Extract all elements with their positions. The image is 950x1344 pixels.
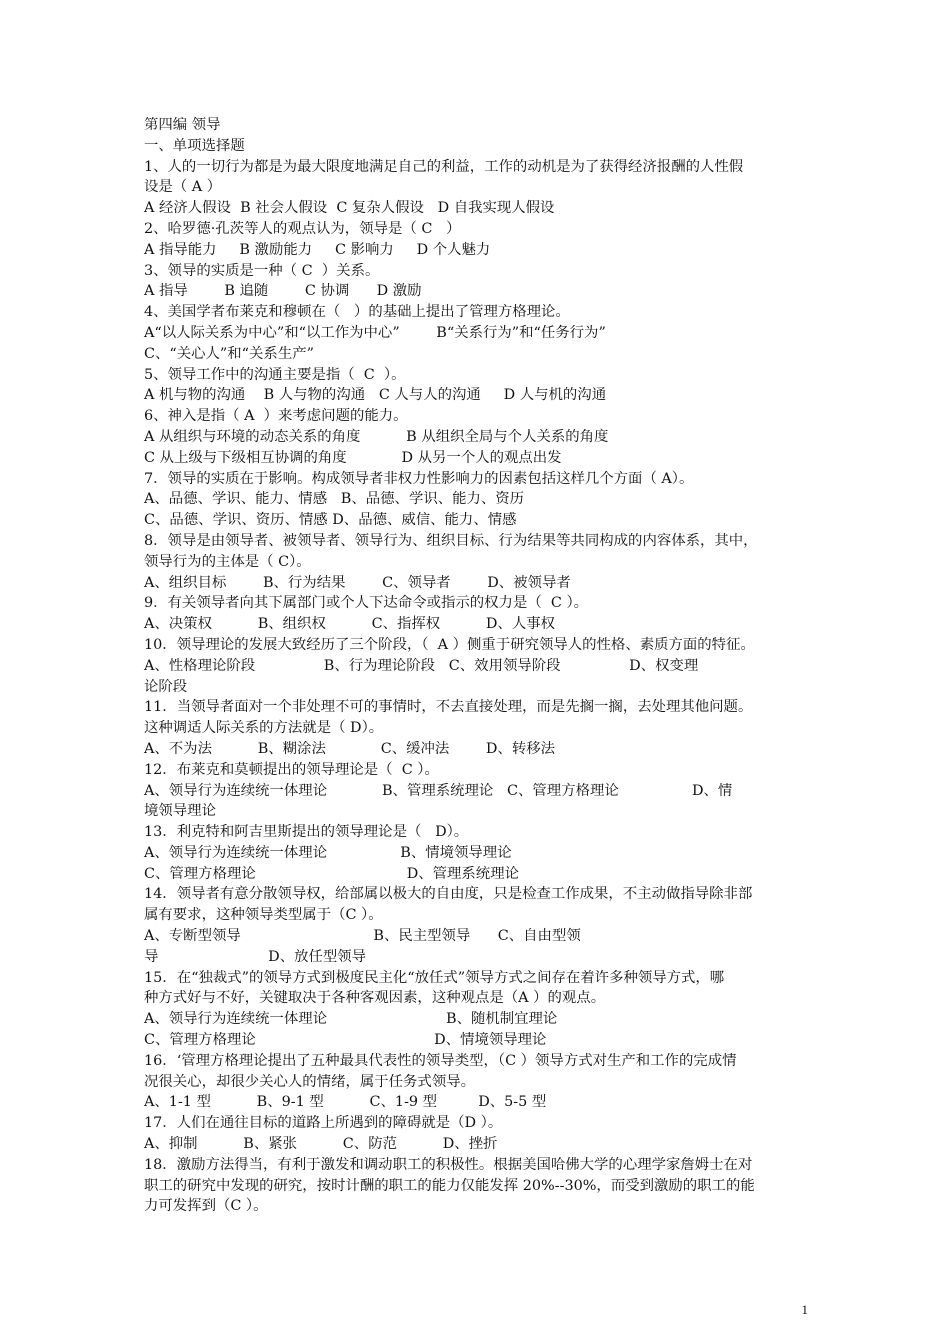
text-line: 17．人们在通往目标的道路上所遇到的障碍就是（D ）。	[144, 1115, 503, 1132]
text-line: 8．领导是由领导者、被领导者、领导行为、组织目标、行为结果等共同构成的内容体系，其中，	[144, 532, 758, 549]
text-line: 论阶段	[144, 678, 188, 695]
text-line: 种方式好与不好，关键取决于各种客观因素，这种观点是（A ）的观点。	[144, 990, 606, 1007]
document-body	[144, 115, 808, 1217]
text-line: A 经济人假设 B 社会人假设 C 复杂人假设 D 自我实现人假设	[144, 200, 555, 217]
text-line: 领导行为的主体是（ C）。	[144, 553, 311, 570]
text-line: A、专断型领导 B、民主型领导 C、自由型领	[144, 928, 581, 945]
text-line: 设是（ A ）	[144, 179, 222, 196]
text-line: C、品德、学识、资历、情感 D、品德、威信、能力、情感	[144, 512, 517, 529]
text-line: 5、领导工作中的沟通主要是指（ C ）。	[144, 366, 406, 383]
text-line: A、抑制 B、紧张 C、防范 D、挫折	[144, 1136, 498, 1153]
text-line: 属有要求，这种领导类型属于（C ）。	[144, 907, 383, 924]
text-line: A、领导行为连续统一体理论 B、情境领导理论	[144, 844, 512, 861]
text-line: 4、美国学者布莱克和穆顿在（ ）的基础上提出了管理方格理论。	[144, 304, 570, 321]
text-line: 10．领导理论的发展大致经历了三个阶段，（ A ）侧重于研究领导人的性格、素质方面的特征。	[144, 636, 755, 653]
page-number: 1	[801, 1302, 808, 1317]
text-line: 1、人的一切行为都是为最大限度地满足自己的利益，工作的动机是为了获得经济报酬的人性假	[144, 158, 744, 175]
text-line: 2、哈罗德·孔茨等人的观点认为，领导是（ C ）	[144, 220, 461, 237]
text-line: A、领导行为连续统一体理论 B、随机制宜理论	[144, 1011, 558, 1028]
text-line: A 指导 B 追随 C 协调 D 激励	[144, 283, 422, 300]
text-line: C 从上级与下级相互协调的角度 D 从另一个人的观点出发	[144, 449, 562, 466]
text-line: 11．当领导者面对一个非处理不可的事情时，不去直接处理，而是先搁一搁，去处理其他问题。	[144, 699, 753, 716]
text-line: 况很关心，却很少关心人的情绪，属于任务式领导。	[144, 1073, 475, 1090]
text-line: A 机与物的沟通 B 人与物的沟通 C 人与人的沟通 D 人与机的沟通	[144, 387, 607, 404]
text-line: A、不为法 B、糊涂法 C、缓冲法 D、转移法	[144, 740, 555, 757]
text-line: 导 D、放任型领导	[144, 948, 367, 965]
text-line: 14．领导者有意分散领导权，给部属以极大的自由度，只是检查工作成果，不主动做指导除非部	[144, 886, 753, 903]
text-line: C、管理方格理论 D、管理系统理论	[144, 865, 519, 882]
text-line: A、品德、学识、能力、情感 B、品德、学识、能力、资历	[144, 491, 525, 508]
text-line: 6、神入是指（ A ）来考虑问题的能力。	[144, 408, 408, 425]
text-line: 7．领导的实质在于影响。构成领导者非权力性影响力的因素包括这样几个方面（ A）。	[144, 470, 694, 487]
text-line: 一、单项选择题	[144, 137, 245, 154]
text-line: C、“关心人”和“关系生产”	[144, 345, 314, 362]
text-line: 力可发挥到（C ）。	[144, 1198, 268, 1215]
text-line: C、管理方格理论 D、情境领导理论	[144, 1032, 547, 1049]
text-line: A、领导行为连续统一体理论 B、管理系统理论 C、管理方格理论 D、情	[144, 782, 733, 799]
text-line: A、组织目标 B、行为结果 C、领导者 D、被领导者	[144, 574, 571, 591]
text-line: 职工的研究中发现的研究，按时计酬的职工的能力仅能发挥 20%--30%，而受到激励的职工的能	[144, 1177, 755, 1194]
text-line: 境领导理论	[144, 803, 216, 820]
text-line: 15．在“独裁式”的领导方式到极度民主化“放任式”领导方式之间存在着许多种领导方式，哪	[144, 969, 725, 986]
text-line: 第四编 领导	[144, 117, 221, 133]
text-line: 9．有关领导者向其下属部门或个人下达命令或指示的权力是（ C ）。	[144, 595, 589, 612]
text-line: 3、领导的实质是一种（ C ）关系。	[144, 262, 380, 279]
text-line: A、性格理论阶段 B、行为理论阶段 C、效用领导阶段 D、权变理	[144, 657, 699, 674]
text-line: A 从组织与环境的动态关系的角度 B 从组织全局与个人关系的角度	[144, 428, 609, 445]
text-line: 12．布莱克和莫顿提出的领导理论是（ C ）。	[144, 761, 439, 778]
text-line: 16．‘管理方格理论提出了五种最具代表性的领导类型，（C ）领导方式对生产和工作的完成情	[144, 1052, 737, 1069]
text-line: 这种调适人际关系的方法就是（ D）。	[144, 720, 384, 737]
text-line: A“以人际关系为中心”和“以工作为中心” B“关系行为”和“任务行为”	[144, 324, 606, 341]
text-line: A、1-1 型 B、9-1 型 C、1-9 型 D、5-5 型	[144, 1094, 547, 1111]
text-line: A、决策权 B、组织权 C、指挥权 D、人事权	[144, 616, 555, 633]
text-line: 13．利克特和阿吉里斯提出的领导理论是（ D）。	[144, 824, 469, 841]
text-line: A 指导能力 B 激励能力 C 影响力 D 个人魅力	[144, 241, 491, 258]
text-line: 18．激励方法得当，有利于激发和调动职工的积极性。根据美国哈佛大学的心理学家詹姆士在对	[144, 1156, 753, 1173]
